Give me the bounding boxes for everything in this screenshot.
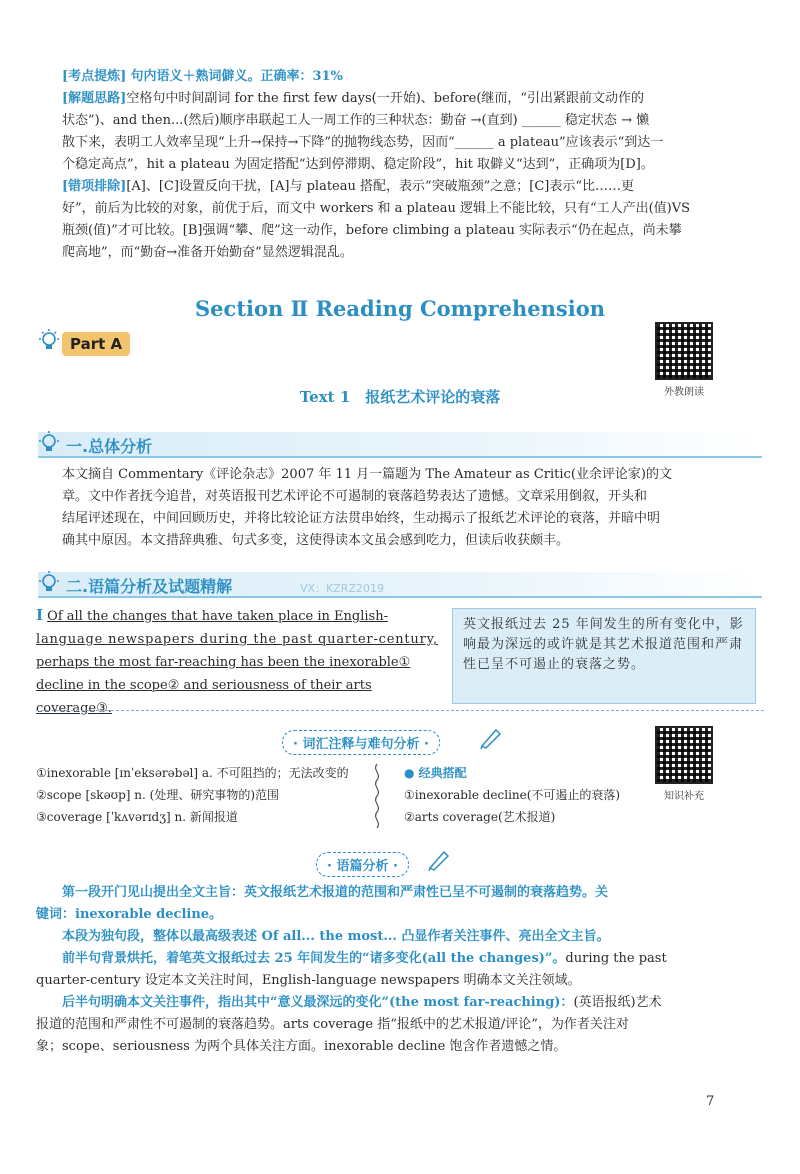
section-title: Section Ⅱ Reading Comprehension [195,296,605,321]
top-analysis [62,66,738,264]
collocations [404,762,654,828]
passage-paragraph [36,604,446,720]
lightbulb-icon [36,430,62,456]
discourse-span: (英语报纸)艺术 [573,995,662,1010]
page-number: 7 [706,1094,715,1109]
overall-line-3: 结尾评述现在，中间回顾历史，并将比较论证方法贯串始终，生动揭示了报纸艺术评论的衰落，并暗中明 [62,511,661,526]
lightbulb-icon [36,328,62,354]
pen-icon [478,724,504,750]
solution-line-1: 空格句中时间副词 for the first few days(一开始)、before(继而，“引出紧跟前文动作的 [126,91,645,106]
discourse-line: 键词：inexorable decline。 [36,907,223,922]
spiral-divider-icon [370,762,384,832]
solution-line-2: 状态”)、and then...(然后)顺序串联起工人一周工作的三种状态：勤奋 →(直到) ______ 稳定状态 → 懒 [62,113,650,128]
discourse-line: 本段为独句段，整体以最高级表述 Of all... the most... 凸显作者关注事件、亮出全文主旨。 [62,929,610,944]
solution-line-4: 个稳定高点”，hit a plateau 为固定搭配“达到停滞期、稳定阶段”，hit 取僻义“达到”，正确项为[D]。 [62,157,654,172]
error-line-4: 爬高地”，而“勤奋→准备开始勤奋”显然逻辑混乱。 [62,245,353,260]
passage-line-1: Of all the changes that have taken place in English- [47,609,388,624]
discourse-line: 报道的范围和严肃性不可遏制的衰落趋势。arts coverage 指“报纸中的艺术报道/评论”，为作者关注对 [36,1017,629,1032]
pen-icon [426,846,452,872]
exam-point-line [62,66,738,88]
qr2-label: 知识补充 [664,791,704,802]
error-line-1: [A]、[C]设置反向干扰，[A]与 plateau 搭配，表示“突破瓶颈”之意；[C]表示“比……更 [126,179,635,194]
vocab-item: ①inexorable [ɪnˈeksərəbəl] a. 不可阻挡的；无法改变的 [36,766,349,780]
exam-point-head: [考点提炼] [62,69,127,84]
solution-head: [解题思路] [62,91,127,106]
solution-line-3: 散下来，表明工人效率呈现“上升→保持→下降”的抛物线态势，因而“______ a plateau”应该表示“到达一 [62,135,664,150]
part-a-label: Part A [62,332,130,356]
error-line-3: 瓶颈(值)”才可比较。[B]强调“攀、爬”这一动作，before climbing a plateau 实际表示“仍在起点，尚未攀 [62,223,682,238]
collocation-item: ①inexorable decline(不可遏止的衰落) [404,788,621,802]
discourse-span: 前半句背景烘托，着笔英文报纸过去 25 年间发生的“诸多变化(all the changes)”。 [62,951,566,966]
qr-code-2[interactable] [655,726,713,784]
overall-line-2: 章。文中作者抚今追昔，对英语报刊艺术评论不可遏制的衰落趋势表达了遗憾。文章采用倒叙，开头和 [62,489,648,504]
discourse-line: 第一段开门见山提出全文主旨：英文报纸艺术报道的范围和严肃性已呈不可遏制的衰落趋势。关 [62,885,609,900]
passage-line-4: decline in the scope② and seriousness of their arts coverage③. [36,678,372,716]
collocation-title: ● 经典搭配 [404,766,467,780]
error-elimination [62,176,738,264]
passage-line-3: perhaps the most far-reaching has been the inexorable① [36,655,411,670]
discourse-line: 象；scope、seriousness 为两个具体关注方面。inexorable decline 饱含作者遗憾之情。 [36,1039,567,1054]
discourse-analysis [36,882,736,1058]
vocab-pill: · 词汇注释与难句分析 · [282,730,440,755]
lightbulb-icon [36,570,62,596]
discourse-line: quarter-century 设定本文关注时间，English-language newspapers 明确本文关注领域。 [36,973,581,988]
watermark: VX：KZRZ2019 [300,582,384,595]
paragraph-number: Ⅰ [36,606,44,624]
error-line-2: 好”，前后为比较的对象，前优于后，而文中 workers 和 a plateau 逻辑上不能比较，只有“工人产出(值)VS [62,201,691,216]
text1-title: Text 1 报纸艺术评论的衰落 [299,388,501,406]
analysis-title: 二.语篇分析及试题精解 [66,577,233,596]
qr1-label: 外教朗读 [664,387,704,398]
vocab-list [36,762,356,828]
collocation-item: ②arts coverage(艺术报道) [404,810,556,824]
divider [36,710,764,711]
vocab-item: ③coverage [ˈkʌvərɪdʒ] n. 新闻报道 [36,810,238,824]
vocab-item: ②scope [skəʊp] n. (处理、研究事物的)范围 [36,788,280,802]
overall-line-1: 本文摘自 Commentary《评论杂志》2007 年 11 月一篇题为 The Amateur as Critic(业余评论家)的文 [62,467,672,482]
error-head: [错项排除] [62,179,127,194]
discourse-pill: · 语篇分析 · [316,852,409,877]
passage-line-2: language newspapers during the past quarter-century, [36,632,438,647]
overall-text [62,464,738,552]
overall-title: 一.总体分析 [66,437,153,456]
translation-box: 英文报纸过去 25 年间发生的所有变化中，影响最为深远的或许就是其艺术报道范围和严肃性已呈不可遏止的衰落之势。 [452,608,756,704]
discourse-span: 后半句明确本文关注事件，指出其中“意义最深远的变化”(the most far-reaching)： [62,995,574,1010]
discourse-span: during the past [565,951,667,966]
qr-code-1[interactable] [655,322,713,380]
overall-line-4: 确其中原因。本文措辞典雅、句式多变，这使得读本文虽会感到吃力，但读后收获颇丰。 [62,533,570,548]
solution-idea [62,88,738,176]
part-a-header [36,328,62,358]
exam-point-text: 句内语义＋熟词僻义。正确率：31% [130,69,343,84]
